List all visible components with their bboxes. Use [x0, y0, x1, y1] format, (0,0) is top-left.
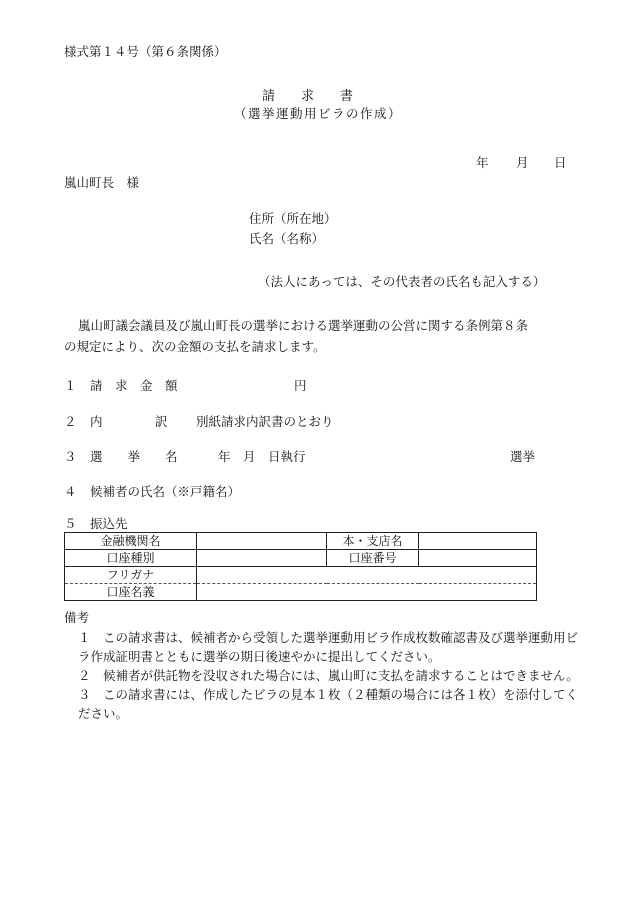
note-1: １ この請求書は、候補者から受領した選挙運動用ビラ作成枚数確認書及び選挙運動用ビラ作成証明書とともに選挙の期日後速やかに提出してください。 — [78, 630, 579, 664]
institution-field[interactable] — [197, 533, 327, 550]
item-5-number: ５ — [64, 516, 77, 531]
account-type-field[interactable] — [197, 550, 327, 567]
breakdown-value: 別紙請求内訳書のとおり — [196, 414, 334, 429]
item-2-number: ２ — [64, 414, 77, 429]
address-label: 住所（所在地） — [249, 211, 337, 226]
body-text-line-2: の規定により、次の金額の支払を請求します。 — [64, 339, 326, 354]
institution-label: 金融機関名 — [65, 533, 197, 550]
breakdown-label-b: 訳 — [155, 414, 168, 429]
account-type-label: 口座種別 — [65, 550, 197, 567]
item-1-number: １ — [64, 378, 77, 393]
document-title: 請 求 書 — [262, 89, 354, 104]
amount-label: 請 求 金 額 — [90, 378, 178, 393]
item-3-number: ３ — [64, 449, 77, 464]
date-month: 月 — [516, 155, 529, 170]
body-text-line-1: 嵐山町議会議員及び嵐山町長の選挙における選挙運動の公営に関する条例第８条 — [78, 318, 529, 333]
table-row — [65, 584, 537, 601]
election-label: 選 挙 名 — [90, 449, 178, 464]
notes-heading: 備考 — [64, 610, 90, 625]
addressee: 嵐山町長 様 — [64, 175, 140, 190]
branch-field[interactable] — [419, 533, 537, 550]
note-3: ３ この請求書には、作成したビラの見本１枚（２種類の場合には各１枚）を添付してください。 — [78, 687, 579, 721]
table-row — [65, 567, 537, 584]
account-number-field[interactable] — [419, 550, 537, 567]
bank-transfer-table — [64, 532, 537, 601]
table-row — [65, 533, 537, 550]
name-label: 氏名（名称） — [249, 231, 325, 246]
table-row — [65, 550, 537, 567]
breakdown-label-a: 内 — [90, 414, 103, 429]
furigana-label: フリガナ — [65, 567, 197, 584]
document-subtitle: （選挙運動用ビラの作成） — [234, 106, 403, 121]
corporate-note: （法人にあっては、その代表者の氏名も記入する） — [258, 274, 546, 289]
amount-unit: 円 — [294, 378, 307, 393]
date-day: 日 — [554, 155, 567, 170]
date-year: 年 — [476, 155, 489, 170]
note-2: ２ 候補者が供託物を没収された場合には、嵐山町に支払を請求することはできません。 — [78, 668, 579, 683]
form-number: 様式第１４号（第６条関係） — [64, 44, 227, 59]
account-holder-label: 口座名義 — [65, 584, 197, 601]
item-4-number: ４ — [64, 484, 77, 499]
transfer-label: 振込先 — [90, 516, 128, 531]
candidate-label: 候補者の氏名（※戸籍名） — [90, 484, 241, 499]
account-number-label: 口座番号 — [327, 550, 419, 567]
election-date: 年 月 日執行 — [218, 449, 306, 464]
branch-label: 本・支店名 — [327, 533, 419, 550]
account-holder-field[interactable] — [197, 584, 537, 601]
furigana-field[interactable] — [197, 567, 537, 584]
notes-list — [64, 628, 584, 723]
election-suffix: 選挙 — [510, 449, 536, 464]
